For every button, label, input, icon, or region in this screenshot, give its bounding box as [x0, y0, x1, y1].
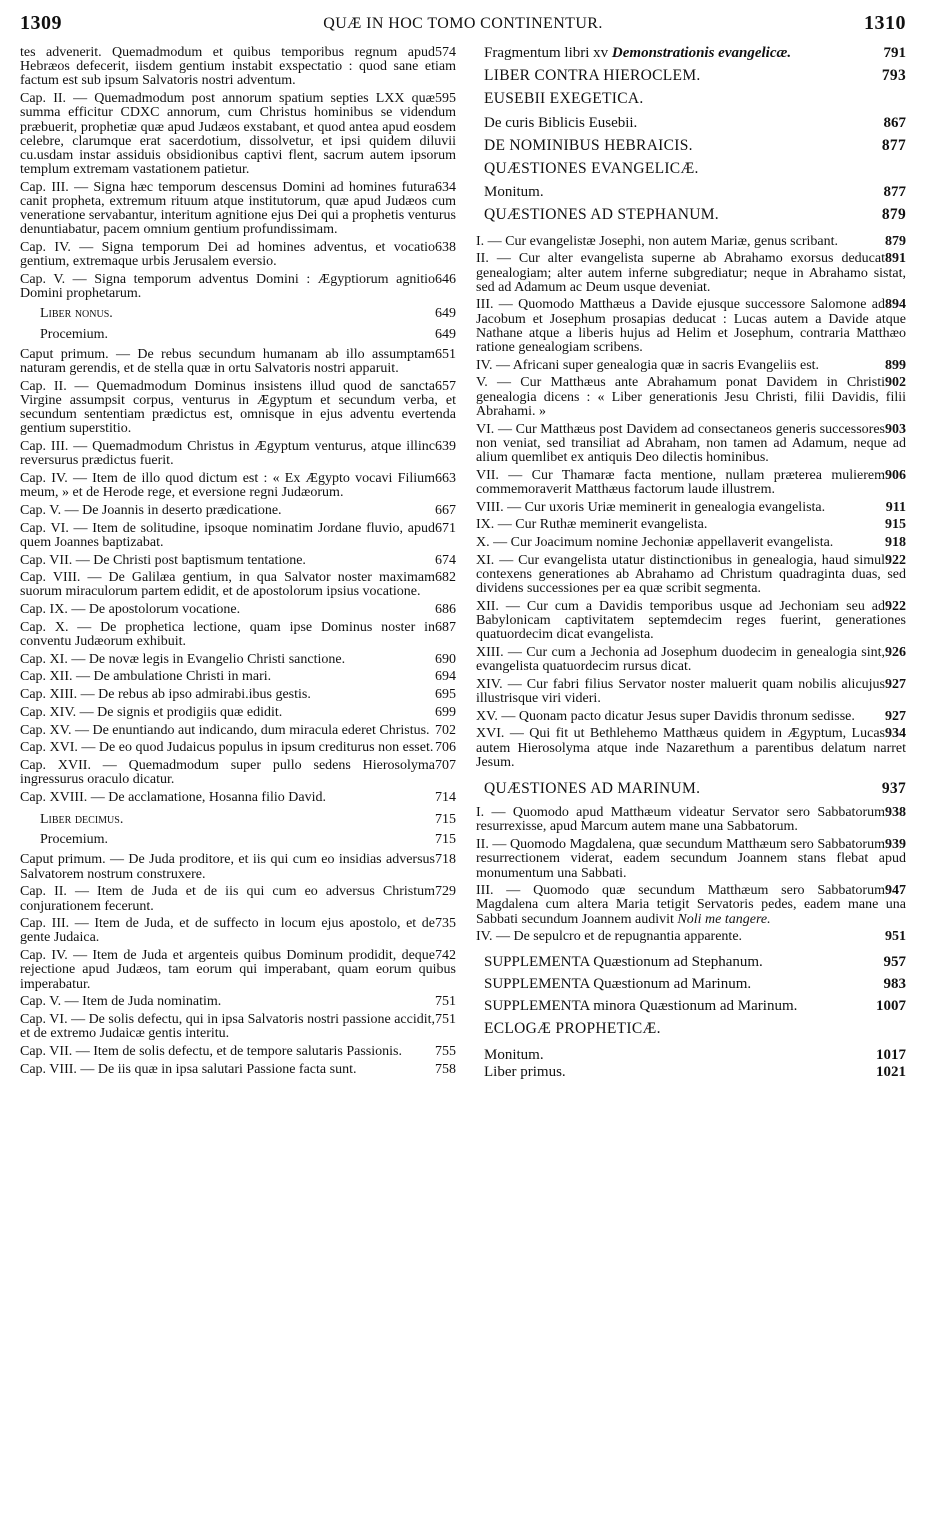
toc-entry: 694 Cap. XII. — De ambulatione Christi in mari.: [20, 669, 456, 685]
section-heading: EUSEBII EXEGETICA.: [484, 90, 644, 108]
question-entry: 891 II. — Cur alter evangelista superne ab Abrahamo exorsus deducat genealogiam; alter autem inferne subgrediatur; neque in Abrahamo sistat, sed ad Adamum ac Deum usque deveniat.: [476, 251, 906, 295]
toc-entry: 758 Cap. VIII. — De iis quæ in ipsa salutari Passione facta sunt.: [20, 1061, 456, 1077]
running-title: QUÆ IN HOC TOMO CONTINENTUR.: [323, 15, 603, 32]
toc-entry: 687 Cap. X. — De prophetica lectione, quam ipse Dominus noster in conventu Judæorum exhibuit.: [20, 619, 456, 650]
toc-entry: Fragmentum libri xv Demonstrationis evangelicæ. 791: [484, 45, 906, 61]
question-entry: 903 VI. — Cur Matthæus post Davidem ad consectaneos generis successores non veniat, sed transiliat ad Abraham, non tamen ad Adamum, neque ad alium quemlibet ex antiquis Deo dilectis hominibus.: [476, 421, 906, 465]
toc-entry: 674 Cap. VII. — De Christi post baptismum tentatione.: [20, 552, 456, 568]
question-entry: 922 XI. — Cur evangelista utatur distinctionibus in genealogia, haud simul contexens generationes ab Abrahamo ad Christum quadraginta duas, sed dividens successiones per ea quæ scribit segmenta.: [476, 552, 906, 597]
toc-entry: 690 Cap. XI. — De novæ legis in Evangelio Christi sanctione.: [20, 651, 456, 667]
toc-entry: 595 Cap. II. — Quemadmodum post annorum spatium septies LXX quæ summa efficitur CDXC annorum, cum Christus hominibus se videndum præbuerit, prophetiæ quæ apud Judæos exstabant, et quod antea apud eosdem celebre, clarumque erat sacerdotium, dissolvetur, et ipsi quidem diluvii cu.usdam instar assiduis obsidionibus captivi flent, sacrum autem ipsorum templum extremam vastationem patietur.: [20, 91, 456, 178]
right-column: [476, 46, 906, 1087]
toc-entry: 735 Cap. III. — Item de Juda, et de suffecto in locum ejus apostolo, et de gente Judaica.: [20, 916, 456, 946]
question-entry: 879 I. — Cur evangelistæ Josephi, non autem Mariæ, genus scribant.: [476, 233, 906, 249]
toc-entry: 695 Cap. XIII. — De rebus ab ipso admirabi.ibus gestis.: [20, 687, 456, 703]
left-page-number: 1309: [20, 12, 62, 34]
question-entry: 906 VII. — Cur Thamaræ facta mentione, nullam præterea mulierem commemoraverit Matthæus factorum laude illustrem.: [476, 467, 906, 497]
toc-entry: 742 Cap. IV. — Item de Juda et argenteis quibus Dominum prodidit, deque rejectione apud Judæos, tam eorum qui imperabant, quam eorum quibus imperabatur.: [20, 948, 456, 992]
question-entry: 947 III. — Quomodo quæ secundum Matthæum sero Sabbatorum Magdalena cum altera Maria tetigit Servatoris pedes, eadem mane una Sabbati secundum Joannem audivit Noli me tangere.: [476, 883, 906, 927]
left-column: [20, 46, 456, 1080]
toc-entry: 639 Cap. III. — Quemadmodum Christus in Ægyptum venturus, atque illinc reversurus prædictus fuerit.: [20, 439, 456, 469]
section-heading: QUÆSTIONES AD STEPHANUM. 879: [484, 206, 906, 224]
toc-entry: 1007 SUPPLEMENTA minora Quæstionum ad Marinum.: [484, 997, 906, 1014]
question-entry: 926 XIII. — Cur cum a Jechonia ad Josephum duodecim in genealogia sint, evangelista quatuordecim rursus dicat.: [476, 644, 906, 675]
question-entry: 927 XIV. — Cur fabri filius Servator noster maluerit quam nobilis alicujus illustrisque viri videri.: [476, 676, 906, 707]
toc-entry: 638 Cap. IV. — Signa temporum Dei ad homines adventus, et vocatio gentium, extremaque urbis Jerusalem eversio.: [20, 240, 456, 270]
toc-entry: 751 Cap. V. — Item de Juda nominatim.: [20, 994, 456, 1010]
toc-entry: 657 Cap. II. — Quemadmodum Dominus insistens illud quod de sancta Virgine assumpsit corpus, venturus in Ægyptum et secundum verba, et secundum sententiam prædictus est, omnisque in ejus adventu evertenda gentium superstitio.: [20, 378, 456, 437]
toc-entry: 706 Cap. XVI. — De eo quod Judaicus populus in ipsum crediturus non esset.: [20, 740, 456, 756]
toc-entry: 707 Cap. XVII. — Quemadmodum super pullo sedens Hierosolyma ingressurus oraculo dicatur.: [20, 757, 456, 788]
toc-entry: SUPPLEMENTA Quæstionum ad Marinum. 983: [484, 975, 906, 992]
section-heading: LIBER CONTRA HIEROCLEM. 793: [484, 67, 906, 85]
book-heading: 715 Liber decimus.: [40, 812, 456, 828]
toc-entry: 634 Cap. III. — Signa hæc temporum descensus Domini ad homines futura canit propheta, extremum rituum atque institutorum, quæ apud Judæos cum veneratione servabantur, interitum agnitione ejus Dei qui a prophetis venturus denuntiabatur, pacem omnium gentium profundissimam.: [20, 179, 456, 238]
toc-entry: Monitum. 1017: [484, 1047, 906, 1064]
question-entry: 915 IX. — Cur Ruthæ meminerit evangelista.: [476, 517, 906, 533]
question-entry: 894 III. — Quomodo Matthæus a Davide ejusque successore Salomone ad Jacobum et Josephum prosapias deducat : Lucas autem a Davide atque Nathane atque a liberis hujus ad Helim et Josephum, contraria Matthæo ratione genealogiam scribens.: [476, 297, 906, 356]
section-heading: QUÆSTIONES EVANGELICÆ.: [484, 160, 699, 178]
toc-entry: SUPPLEMENTA Quæstionum ad Stephanum. 957: [484, 953, 906, 970]
toc-entry: 574 tes advenerit. Quemadmodum et quibus temporibus regnum apud Hebræos defecerit, iisdem gentium instabit exspectatio : quod sane etiam factum est sub ipsum Salvatoris nostri adventum.: [20, 45, 456, 89]
toc-entry: 663 Cap. IV. — Item de illo quod dictum est : « Ex Ægypto vocavi Filium meum, » et de Herode rege, et eversione regni Judæorum.: [20, 470, 456, 501]
toc-entry: 667 Cap. V. — De Joannis in deserto prædicatione.: [20, 502, 456, 518]
toc-entry: 718 Caput primum. — De Juda proditore, et iis qui cum eo insidias adversus Salvatorem nostrum construxere.: [20, 852, 456, 882]
question-entry: 922 XII. — Cur cum a Davidis temporibus usque ad Jechoniam seu ad Babylonicam captivitatem septemdecim reges fuerint, generationes quatuordecim dicat evangelista.: [476, 598, 906, 643]
toc-entry: 682 Cap. VIII. — De Galilæa gentium, in qua Salvator noster maximam suorum miraculorum partem edidit, et de apostolorum ipsius vocatione.: [20, 570, 456, 600]
section-heading: DE NOMINIBUS HEBRAICIS. 877: [484, 136, 906, 154]
question-entry: 934 XVI. — Qui fit ut Bethlehemo Matthæus quidem in Ægyptum, Lucas autem Hierosolyma atque inde Nazarethum a parentibus delatum narret Jesum.: [476, 726, 906, 770]
toc-entry: De curis Biblicis Eusebii. 867: [484, 114, 906, 131]
toc-entry: Monitum. 877: [484, 184, 906, 201]
question-entry: 939 II. — Quomodo Magdalena, quæ secundum Matthæum sero Sabbatorum resurrectionem viderat, eadem secundum Joannem stans flebat apud monumentum una Sabbati.: [476, 837, 906, 881]
question-entry: 899 IV. — Africani super genealogia quæ in sacris Evangeliis est.: [476, 357, 906, 373]
toc-entry: 715 Procemium.: [40, 832, 456, 848]
question-entry: 918 X. — Cur Joacimum nomine Jechoniæ appellaverit evangelista.: [476, 534, 906, 550]
section-heading: QUÆSTIONES AD MARINUM. 937: [484, 780, 906, 798]
toc-entry: 649 Procemium.: [40, 326, 456, 342]
toc-entry: 702 Cap. XV. — De enuntiando aut indicando, dum miracula ederet Christus.: [20, 722, 456, 738]
question-entry: 938 I. — Quomodo apud Matthæum videatur Servator sero Sabbatorum resurrexisse, apud Marcum autem mane una Sabbatorum.: [476, 805, 906, 835]
toc-entry: 651 Caput primum. — De rebus secundum humanam ab illo assumptam naturam gerendis, et de stella quæ in ortu Salvatoris nostri apparuit.: [20, 346, 456, 377]
toc-entry: 699 Cap. XIV. — De signis et prodigiis quæ edidit.: [20, 704, 456, 720]
right-page-number: 1310: [864, 12, 906, 34]
toc-entry: Liber primus. 1021: [484, 1063, 906, 1080]
toc-entry: 686 Cap. IX. — De apostolorum vocatione.: [20, 602, 456, 618]
book-heading: 649 Liber nonus.: [40, 306, 456, 322]
page-header: [20, 12, 906, 40]
question-entry: 902 V. — Cur Matthæus ante Abrahamum ponat Davidem in Christi genealogia dicens : « Liber generationis Jesu Christi, filii Davidis, filii Abrahami. »: [476, 375, 906, 419]
toc-entry: 729 Cap. II. — Item de Juda et de iis qui cum eo adversus Christum conjurationem fecerunt.: [20, 884, 456, 914]
toc-entry: 671 Cap. VI. — Item de solitudine, ipsoque nominatim Jordane fluvio, apud quem Joannes baptizabat.: [20, 520, 456, 550]
toc-entry: 646 Cap. V. — Signa temporum adventus Domini : Ægyptiorum agnitio Domini prophetarum.: [20, 272, 456, 302]
toc-entry: 751 Cap. VI. — De solis defectu, qui in ipsa Salvatoris nostri passione accidit, et de extremo Judaicæ gentis interitu.: [20, 1011, 456, 1042]
toc-entry: 755 Cap. VII. — Item de solis defectu, et de tempore salutaris Passionis.: [20, 1043, 456, 1059]
section-heading: ECLOGÆ PROPHETICÆ.: [484, 1020, 661, 1038]
toc-entry: 714 Cap. XVIII. — De acclamatione, Hosanna filio David.: [20, 789, 456, 805]
question-entry: 927 XV. — Quonam pacto dicatur Jesus super Davidis thronum sedisse.: [476, 708, 906, 724]
question-entry: 911 VIII. — Cur uxoris Uriæ meminerit in genealogia evangelista.: [476, 499, 906, 515]
question-entry: 951 IV. — De sepulcro et de repugnantia apparente.: [476, 929, 906, 945]
